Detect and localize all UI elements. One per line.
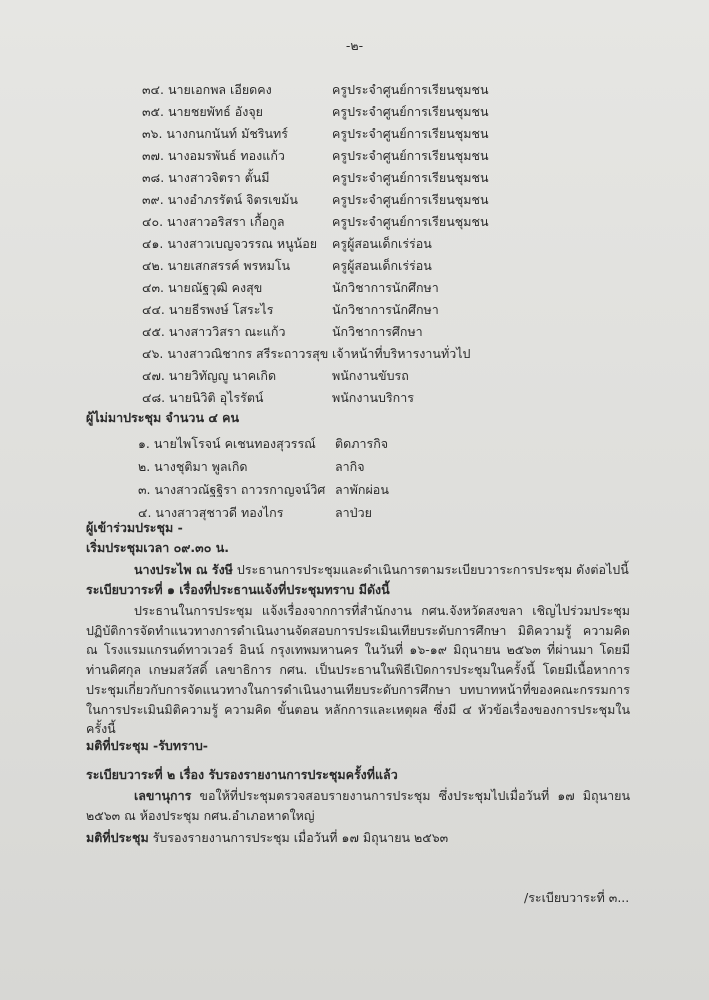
- attendee-row: [0, 168, 709, 186]
- agenda-2-body: [86, 786, 630, 825]
- agenda-2-body-text: ขอให้ที่ประชุมตรวจสอบรายงานการประชุม ซึ่งประชุมไปเมื่อวันที่ ๑๗ มิถุนายน ๒๕๖๓ ณ ห้องประชุม กศน.อำเภอหาดใหญ่: [86, 788, 630, 823]
- attendee-row: [0, 322, 709, 340]
- attendee-row: [0, 212, 709, 230]
- attendee-position: พนักงานบริการ: [332, 390, 414, 405]
- absentee-name: ๑. นายไพโรจน์ คเชนทองสุวรรณ์: [138, 436, 316, 451]
- resolution-label: มติที่ประชุม: [86, 830, 149, 845]
- attendee-row: [0, 102, 709, 120]
- attendee-name: ๔๖. นางสาวณิชากร สรีระถาวรสุข: [142, 346, 329, 361]
- absence-reason: ติดภารกิจ: [335, 436, 389, 451]
- attendee-row: [0, 256, 709, 274]
- attendee-position: ครูประจำศูนย์การเรียนชุมชน: [332, 214, 489, 229]
- agenda-1-resolution: มติที่ประชุม -รับทราบ-: [86, 738, 208, 753]
- absentee-name: ๓. นางสาวณัฐฐิรา ถาวรกาญจน์วิศ: [138, 482, 326, 497]
- attendee-row: [0, 300, 709, 318]
- attendee-position: ครูประจำศูนย์การเรียนชุมชน: [332, 170, 489, 185]
- absence-reason: ลาพักผ่อน: [335, 482, 389, 497]
- attendee-position: นักวิชาการนักศึกษา: [332, 280, 439, 295]
- page-number: -๒-: [345, 38, 364, 53]
- attendee-row: [0, 344, 709, 362]
- absentee-row: [0, 457, 709, 477]
- attendee-position: นักวิชาการนักศึกษา: [332, 302, 439, 317]
- attendee-row: [0, 190, 709, 208]
- attendee-position: นักวิชาการศึกษา: [332, 324, 423, 339]
- attendee-position: ครูประจำศูนย์การเรียนชุมชน: [332, 148, 489, 163]
- attendee-row: [0, 278, 709, 296]
- attendee-row: [0, 80, 709, 98]
- attendee-name: ๔๒. นายเสกสรรค์ พรหมโน: [142, 258, 291, 273]
- attendee-name: ๔๗. นายวิทัญญู นาคเกิด: [142, 368, 277, 383]
- attendee-name: ๔๑. นางสาวเบญจวรรณ หนูน้อย: [142, 236, 318, 251]
- agenda-1-body: ประธานในการประชุม แจ้งเรื่องจากการที่สำนักงาน กศน.จังหวัดสงขลา เชิญไปร่วมประชุมปฏิบัติการจัดทำแนวทางการดำเนินงานจัดสอบการประเมินเทียบระดับการศึกษา มิติความรู้ ความคิด ณ โรงแรมแกรนด์ทาวเวอร์ อินน์ กรุงเทพมหานคร ในวันที่ ๑๖-๑๙ มิถุนายน ๒๕๖๓ ที่ผ่านมา โดยมีท่านดิศกุล เกษมสวัสดิ์ เลขาธิการ กศน. เป็นประธานในพิธีเปิดการประชุมในครั้งนี้ โดยมีเนื้อหาการประชุมเกี่ยวกับการจัดแนวทางในการดำเนินงานเทียบระดับการศึกษา บทบาทหน้าที่ของคณะกรรมการในการประเมินมิติความรู้ ความคิด ขั้นตอน หลักการและเหตุผล ซึ่งมี ๔ หัวข้อเรื่องของการประชุมในครั้งนี้: [86, 603, 630, 737]
- absentee-row: [0, 480, 709, 500]
- attendee-position: ครูประจำศูนย์การเรียนชุมชน: [332, 126, 489, 141]
- secretary-label: เลขานุการ: [134, 788, 192, 803]
- attendee-position: ครูประจำศูนย์การเรียนชุมชน: [332, 104, 489, 119]
- chair-line: [134, 562, 629, 578]
- absentee-name: ๒. นางชุติมา พูลเกิด: [138, 459, 248, 474]
- attendee-name: ๓๘. นางสาวจิตรา ตั้นมี: [142, 170, 270, 185]
- attendee-name: ๔๐. นางสาวอริสรา เกื้อกูล: [142, 214, 285, 229]
- attendee-row: [0, 124, 709, 142]
- observers-line: ผู้เข้าร่วมประชุม -: [86, 520, 183, 535]
- absence-reason: ลากิจ: [335, 459, 365, 474]
- attendee-name: ๔๔. นายธีรพงษ์ โสระไร: [142, 302, 274, 317]
- attendee-row: [0, 366, 709, 384]
- absent-heading: ผู้ไม่มาประชุม จำนวน ๔ คน: [86, 410, 240, 425]
- continuation-note: /ระเบียบวาระที่ ๓...: [524, 890, 630, 905]
- attendee-position: ครูผู้สอนเด็กเร่ร่อน: [332, 236, 432, 251]
- attendee-name: ๔๕. นางสาววิสรา ณะแก้ว: [142, 324, 286, 339]
- absentee-name: ๔. นางสาวสุชาวดี ทองไกร: [138, 505, 284, 520]
- attendee-name: ๔๓. นายณัฐวุฒิ คงสุข: [142, 280, 263, 295]
- absence-reason: ลาป่วย: [335, 505, 372, 520]
- attendee-row: [0, 388, 709, 406]
- attendee-position: ครูผู้สอนเด็กเร่ร่อน: [332, 258, 432, 273]
- attendee-name: ๓๙. นางอำภรรัตน์ จิตรเขม้น: [142, 192, 298, 207]
- attendee-name: ๓๗. นางอมรพันธ์ ทองแก้ว: [142, 148, 285, 163]
- attendee-position: พนักงานขับรถ: [332, 368, 409, 383]
- agenda-2-heading: ระเบียบวาระที่ ๒ เรื่อง รับรองรายงานการประชุมครั้งที่แล้ว: [86, 767, 398, 782]
- attendee-position: เจ้าหน้าที่บริหารงานทั่วไป: [332, 346, 471, 361]
- attendee-name: ๓๔. นายเอกพล เอียดคง: [142, 82, 272, 97]
- attendee-name: ๔๘. นายนิวิติ อุไรรัตน์: [142, 390, 264, 405]
- absentee-row: [0, 434, 709, 454]
- attendee-row: [0, 146, 709, 164]
- agenda-2-resolution: [86, 830, 448, 846]
- attendee-name: ๓๖. นางกนกนันท์ มัชรินทร์: [142, 126, 289, 141]
- attendee-name: ๓๕. นายชยพัทธ์ อังจุย: [142, 104, 263, 119]
- chair-name: นางประไพ ณ รังษี: [134, 562, 233, 577]
- chair-text: ประธานการประชุมและดำเนินการตามระเบียบวาระการประชุม ดังต่อไปนี้: [232, 562, 629, 577]
- attendee-row: [0, 234, 709, 252]
- resolution-text: รับรองรายงานการประชุม เมื่อวันที่ ๑๗ มิถุนายน ๒๕๖๓: [148, 830, 449, 845]
- agenda-1-heading: ระเบียบวาระที่ ๑ เรื่องที่ประธานแจ้งที่ประชุมทราบ มีดังนี้: [86, 582, 390, 597]
- start-time-line: เริ่มประชุมเวลา ๐๙.๓๐ น.: [86, 540, 229, 555]
- attendee-position: ครูประจำศูนย์การเรียนชุมชน: [332, 192, 489, 207]
- attendee-position: ครูประจำศูนย์การเรียนชุมชน: [332, 82, 489, 97]
